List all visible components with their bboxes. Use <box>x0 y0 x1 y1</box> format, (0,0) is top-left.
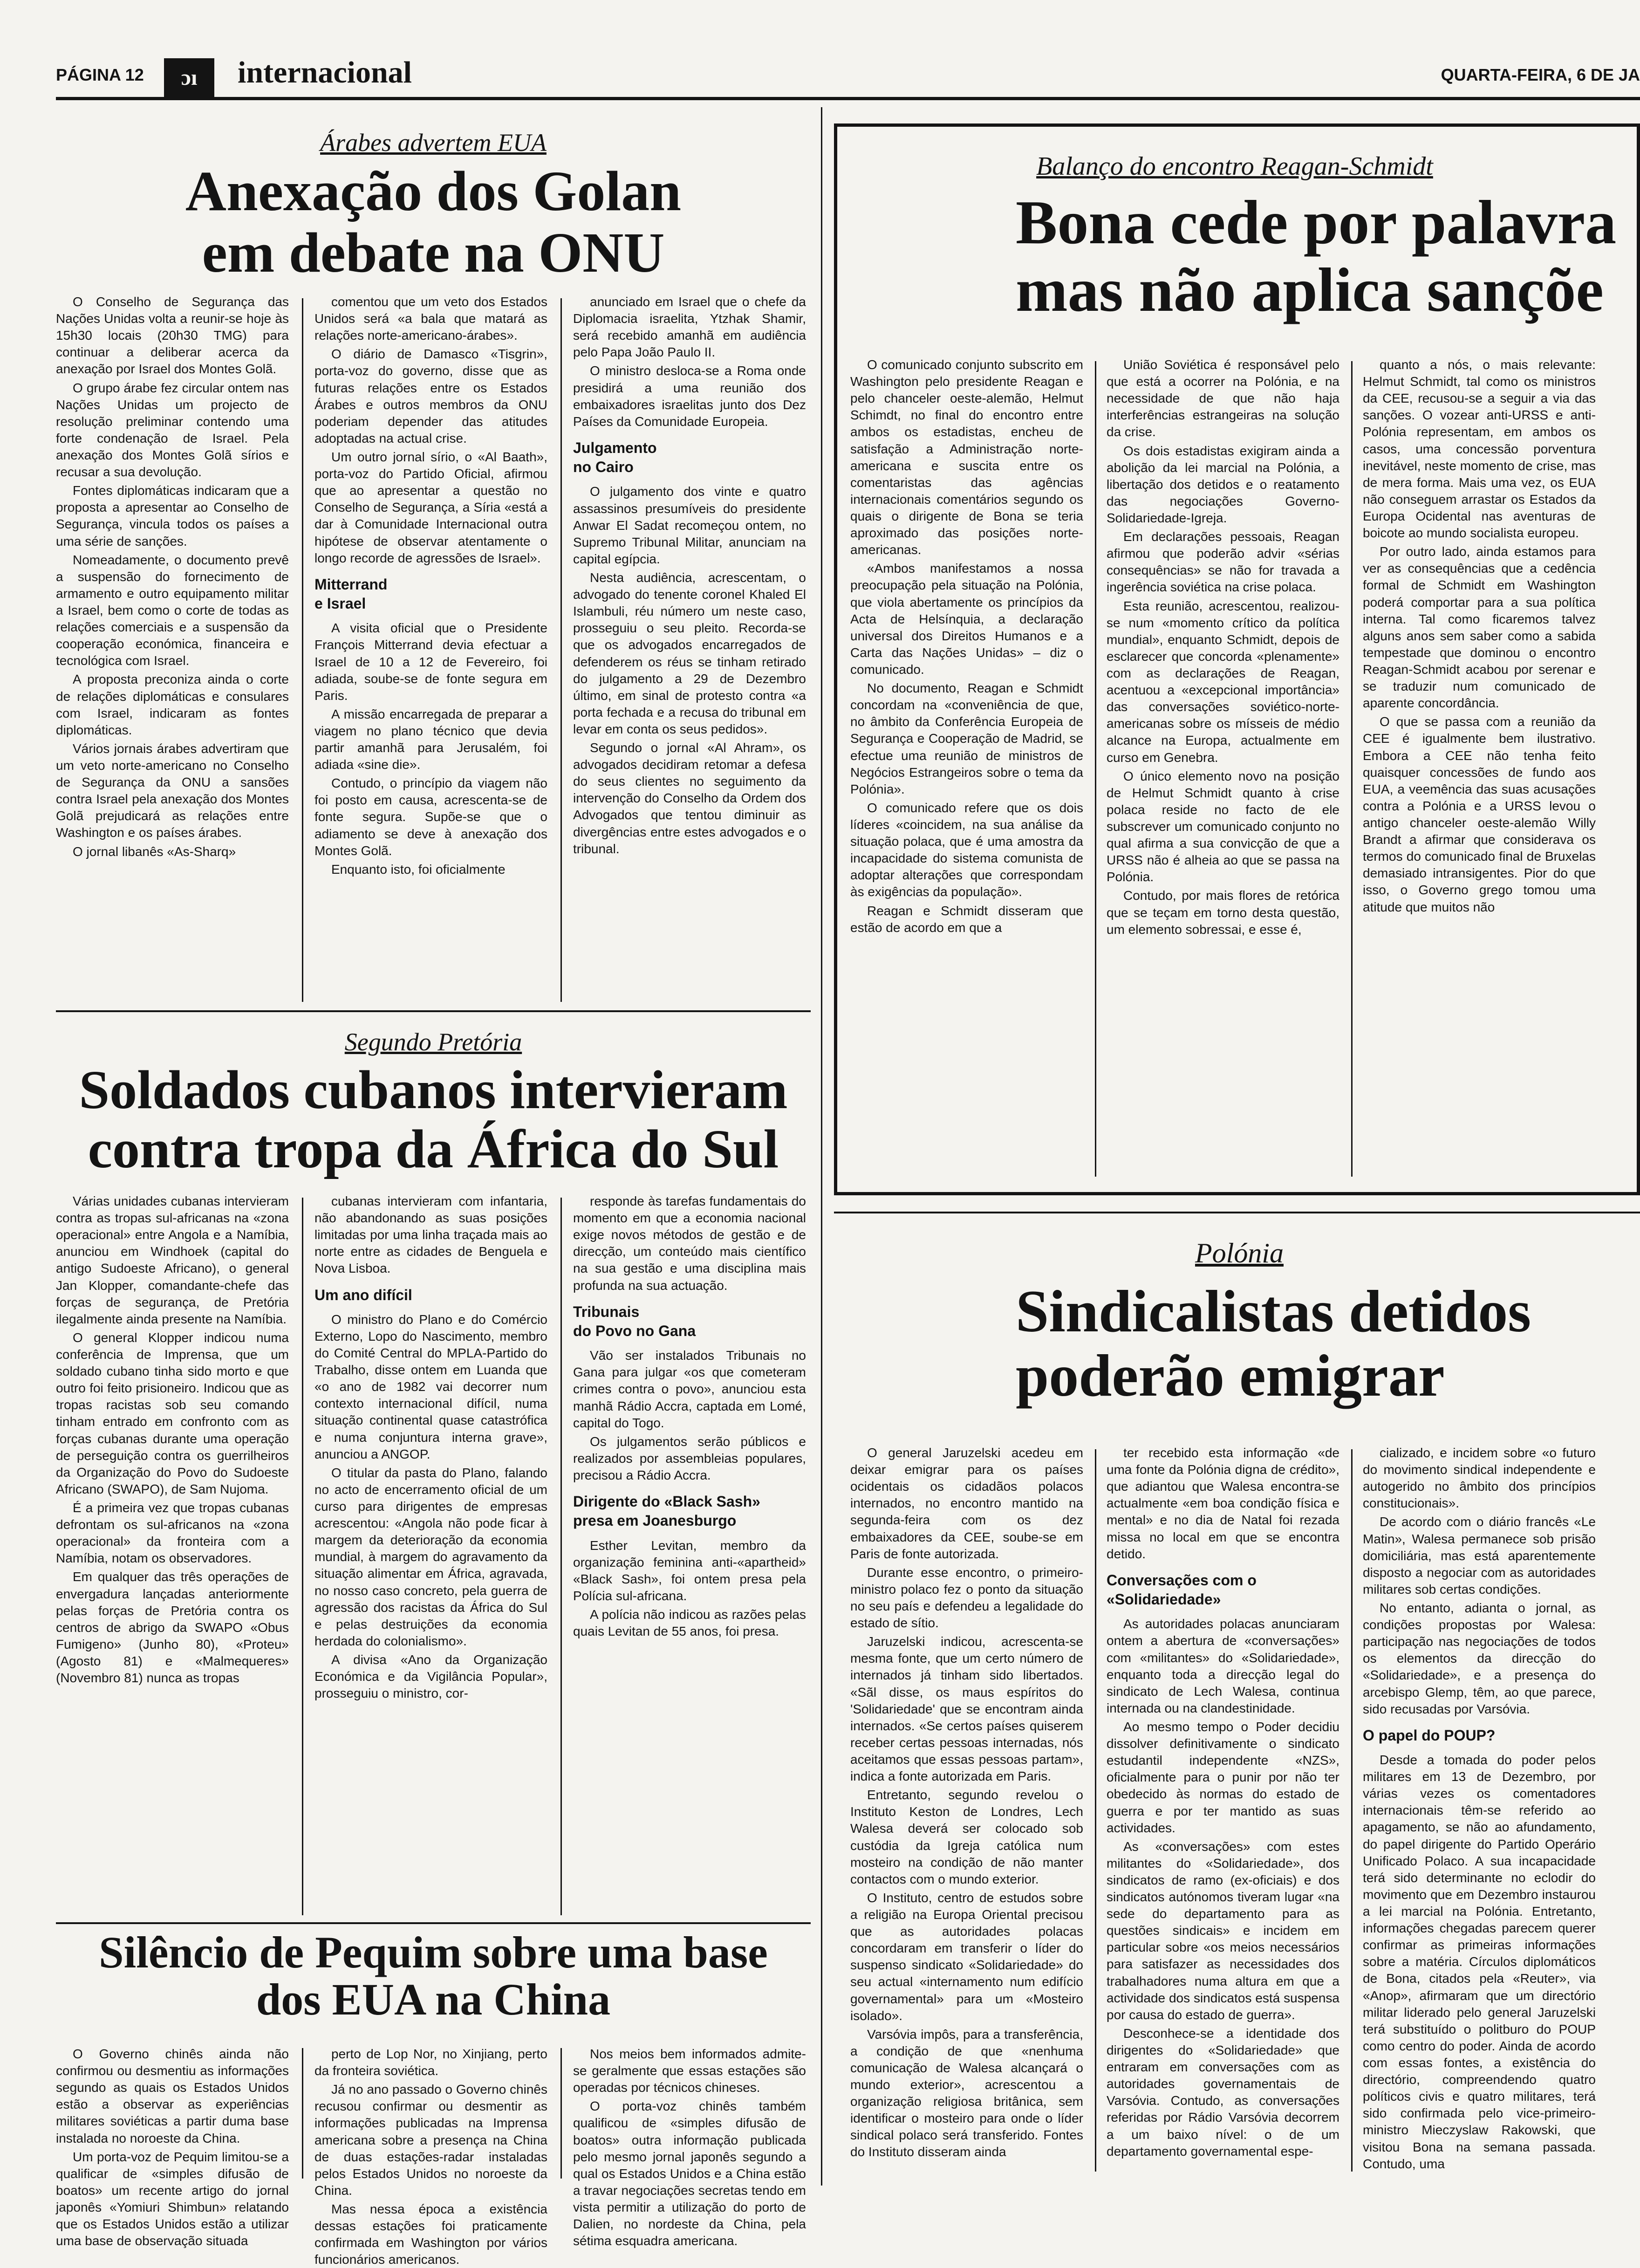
column-rule <box>560 1198 562 1915</box>
paragraph: O jornal libanês «As-Sharq» <box>73 844 236 859</box>
paragraph: De acordo com o diário francês «Le Matin», Walesa permanece sob prisão domiciliária, mas está aparentemente disposto a negociar com as autoridades militares sob certas condições. <box>1363 1514 1596 1597</box>
section-title: internacional <box>238 55 412 89</box>
paragraph: União Soviética é responsável pelo que está a ocorrer na Polónia, e na necessidade de que não haja interferências estrangeiras na solução da crise. <box>1107 357 1339 439</box>
page-number: PÁGINA 12 <box>56 65 144 84</box>
paragraph: Esta reunião, acrescentou, realizou-se num «momento crítico da política mundial», enquanto Schmidt, depois de esclarecer que concorda «plenamente» com as declarações de Reagan, acentuou a «excepcional importância» das conversações soviético-norte-americanas sobre os mísseis de médio alcance na Europa, actualmente em curso em Genebra. <box>1107 598 1339 765</box>
paragraph: Durante esse encontro, o primeiro-ministro polaco fez o ponto da situação no seu país e defendeu a legalidade do estado de sítio. <box>850 1565 1083 1631</box>
paragraph: Já no ano passado o Governo chinês recusou confirmar ou desmentir as informações publicadas na Imprensa americana sobre a presença na China de duas estações-radar instaladas pelos Estados Unidos no noroeste da China. <box>314 2082 547 2198</box>
paragraph: A missão encarregada de preparar a viagem no plano técnico que devia partir amanhã para Jerusalém, foi adiada «sine die». <box>314 706 547 772</box>
subheading: Dirigente do «Black Sash» presa em Joanesburgo <box>573 1493 760 1529</box>
china-column-2 <box>314 2046 547 2267</box>
paragraph: Varsóvia impôs, para a transferência, a condição de que «nenhuma comunicação de Walesa alcançará o mundo exterior», acrescentou a organização religiosa britânica, sem identificar o mosteiro para onde o líder sindical polaco será transferido. Fontes do Instituto disseram ainda <box>850 2027 1083 2159</box>
paragraph: O comunicado conjunto subscrito em Washington pelo presidente Reagan e pelo chanceler oeste-alemão, Helmut Schimdt, no final do encontro entre ambos os estadistas, encheu de satisfação a Administração norte-americana e suscita entre os comentaristas das agências internacionais comentários segundo os quais o dirigente de Bona se teria aproximado das posições norte-americanas. <box>850 357 1083 557</box>
paragraph: A visita oficial que o Presidente François Mitterrand devia efectuar a Israel de 10 a 12 de Fevereiro, foi adiada, soube-se de fonte segura em Paris. <box>314 621 547 703</box>
paragraph: cializado, e incidem sobre «o futuro do movimento sindical independente e autogerido no âmbito dos princípios constitucionais». <box>1363 1446 1596 1511</box>
paragraph: O que se passa com a reunião da CEE é igualmente bem ilustrativo. Embora a CEE não tenha feito quaisquer concessões de fundo aos EUA, a veemência das suas acusações contra a Polónia e a URSS levou o antigo chanceler oeste-alemão Willy Brandt a afirmar que considerava os termos do comunicado final de Bruxelas demasiado intransigentes. Pior do que isso, o Governo grego tomou uma atitude que muitos não <box>1363 714 1596 914</box>
subheading: Um ano difícil <box>314 1286 412 1303</box>
paragraph: Jaruzelski indicou, acrescenta-se mesma fonte, que um certo número de internados já tinham sido libertados. «Sãl disse, os maus espíritos do 'Solidariedade' que se encontram ainda internados. «Se certos países quiserem receber certas pessoas internadas, nós aceitamos que essas pessoas partam», indica a fonte autorizada em Paris. <box>850 1634 1083 1784</box>
paragraph: O único elemento novo na posição de Helmut Schmidt quanto à crise polaca reside no facto de ele subscrever um comunicado conjunto no qual afirma a sua convicção de que a URSS não é alheia ao que se passa na Polónia. <box>1107 768 1339 884</box>
cuba-kicker: Segundo Pretória <box>344 1028 522 1056</box>
paragraph: Desde a tomada do poder pelos militares em 13 de Dezembro, por várias vezes os comentadores internacionais têm-se referido ao apagamento, se não ao afundamento, do papel dirigente do Partido Operário Unificado Polaco. A sua incapacidade terá sido determinante no eclodir do movimento que em Dezembro instaurou a lei marcial na Polónia. Entretanto, informações chegadas parecem querer confirmar as primeiras informações sobre a matéria. Círculos diplomáticos de Bona, citados pela «Reuter», via «Anop», afirmaram que um directório militar liderado pelo general Jaruzelski terá substituído o politburo do POUP como centro do poder. Ainda de acordo com essas fontes, a existência do directório, compreendendo quatro políticos civis e quatro militares, terá sido confirmada pelo vice-primeiro-ministro Mieczyslaw Rakowski, que visitou Bona na semana passada. Contudo, uma <box>1363 1753 1596 2171</box>
paragraph: A divisa «Ano da Organização Económica e da Vigilância Popular», prosseguiu o ministro, cor- <box>314 1652 547 1701</box>
header-rule <box>56 97 1640 100</box>
issue-date: QUARTA-FEIRA, 6 DE JA <box>1441 65 1640 84</box>
paragraph: Um outro jornal sírio, o «Al Baath», porta-voz do Partido Oficial, afirmou que ao apresentar a questão no Conselho de Segurança, a Síria «está a dar à Comunidade Internacional outra hipótese de observar atentamente o longo recorde de agressões de Israel». <box>314 449 547 565</box>
newspaper-logo: ɔı <box>164 58 214 97</box>
subheading: Julgamento no Cairo <box>573 439 657 476</box>
paragraph: Reagan e Schmidt disseram que estão de acordo em que a <box>850 903 1083 935</box>
paragraph: Nos meios bem informados admite-se geralmente que essas estações são operadas por técnicos chineses. <box>573 2047 806 2095</box>
article-separator <box>56 1922 811 1924</box>
paragraph: Enquanto isto, foi oficialmente <box>331 862 506 877</box>
polonia-headline: Sindicalistas detidos poderão emigrar <box>1016 1278 1531 1409</box>
paragraph: responde às tarefas fundamentais do momento em que a economia nacional exige novos métodos de gestão e de direcção, um conteúdo mais científico na sua gestão e uma disciplina mais profunda na sua actuação. <box>573 1194 806 1293</box>
paragraph: Vários jornais árabes advertiram que um veto norte-americano no Conselho de Segurança da ONU a sansões contra Israel pela anexação dos Montes Golã prejudicará as relações entre Washington e os países árabes. <box>56 741 289 840</box>
golan-column-1 <box>56 294 289 1007</box>
reagan-column-3 <box>1363 356 1596 1181</box>
article-separator <box>834 1212 1640 1213</box>
paragraph: As autoridades polacas anunciaram ontem a abertura de «conversações» com «militantes» do «Solidariedade», enquanto toda a direcção legal do sindicato de Lech Walesa, continua internada ou na clandestinidade. <box>1107 1617 1339 1715</box>
column-rule <box>1351 1449 1353 2172</box>
paragraph: Mas nessa época a existência dessas estações foi praticamente confirmada em Washington por vários funcionários americanos. <box>314 2201 547 2267</box>
paragraph: Um porta-voz de Pequim limitou-se a qualificar de «simples difusão de boatos» um recente artigo do jornal japonês «Yomiuri Shimbun» relatando que os Estados Unidos estão a utilizar uma base de observação situada <box>56 2149 289 2248</box>
subheading: O papel do POUP? <box>1363 1727 1496 1744</box>
polonia-column-3 <box>1363 1445 1596 2176</box>
paragraph: Por outro lado, ainda estamos para ver as consequências que a cedência formal de Schmidt em Washington poderá comportar para a sua política interna. Tal como ficaremos talvez alguns anos sem saber como a sabida tempestade que dominou o encontro Reagan-Schmidt acabou por serenar e se traduzir num comunicado de aparente concordância. <box>1363 544 1596 711</box>
paragraph: O ministro desloca-se a Roma onde presidirá a uma reunião dos embaixadores israelitas junto dos Dez Países da Comunidade Europeia. <box>573 363 806 429</box>
paragraph: Desconhece-se a identidade dos dirigentes do «Solidariedade» que entraram em conversações com as autoridades governamentais de Varsóvia. Contudo, as conversações referidas por Rádio Varsóvia decorrem a um baixo nível: o de um departamento governamental espe- <box>1107 2026 1339 2158</box>
cuba-column-2 <box>314 1193 547 1920</box>
golan-column-2 <box>314 294 547 1007</box>
paragraph: A proposta preconiza ainda o corte de relações diplomáticas e consulares com Israel, indicaram as fontes diplomáticas. <box>56 672 289 737</box>
paragraph: «Ambos manifestamos a nossa preocupação pela situação na Polónia, que viola abertamente os princípios da Acta de Helsínquia, a declaração universal dos Direitos Humanos e a Carta das Nações Unidas» – diz o comunicado. <box>850 561 1083 677</box>
paragraph: Em declarações pessoais, Reagan afirmou que poderão advir «sérias consequências» se não for travada a ingerência soviética na crise polaca. <box>1107 529 1339 595</box>
paragraph: O Instituto, centro de estudos sobre a religião na Europa Oriental precisou que as autoridades polacas concordaram em transferir o líder do suspenso sindicato «Solidariedade» do seu actual «internamento num edifício governamental» para um «Mosteiro isolado». <box>850 1890 1083 2023</box>
paragraph: As «conversações» com estes militantes do «Solidariedade», dos sindicatos de ramo (ex-oficiais) e dos sindicatos autónomos tiveram lugar «na sede do departamento para as questões sindicais» e incidem em particular sobre «os meios necessários para satisfazer as necessidades dos trabalhadores numa altura em que a actividade dos sindicatos está suspensa por causa do estado de guerra». <box>1107 1839 1339 2022</box>
polonia-column-2 <box>1107 1445 1339 2176</box>
column-rule <box>1095 1449 1096 2172</box>
paragraph: É a primeira vez que tropas cubanas defrontam os sul-africanos na «zona operacional» da fronteira com a Namíbia, notam os observadores. <box>56 1500 289 1566</box>
paragraph: comentou que um veto dos Estados Unidos será «a bala que matará as relações norte-americano-árabes». <box>314 295 547 343</box>
paragraph: O porta-voz chinês também qualificou de «simples difusão de boatos» outra informação publicada pelo mesmo jornal japonês segundo a qual os Estados Unidos e a China estão a travar negociações secretas tendo em vista permitir a utilização do porto de Dalien, no nordeste da China, pela sétima esquadra americana. <box>573 2099 806 2248</box>
paragraph: Várias unidades cubanas intervieram contra as tropas sul-africanas na «zona operacional» entre Angola e a Namíbia, anunciou em Windhoek (capital do antigo Sudoeste Africano), o general Jan Klopper, comandante-chefe das forças de segurança, de Pretória ilegalmente ainda presente na Namíbia. <box>56 1194 289 1326</box>
column-rule <box>1095 361 1096 1177</box>
article-separator <box>56 1010 811 1012</box>
column-rule <box>302 1198 303 1915</box>
paragraph: Nomeadamente, o documento prevê a suspensão do fornecimento de armamento e outro equipamento militar a Israel, bem como o corte de todas as relações comerciais e a suspensão da cooperação económica, financeira e tecnológica com Israel. <box>56 552 289 668</box>
subheading: Tribunais do Povo no Gana <box>573 1303 696 1339</box>
paragraph: perto de Lop Nor, no Xinjiang, perto da fronteira soviética. <box>314 2047 547 2078</box>
paragraph: No entanto, adianta o jornal, as condições propostas por Walesa: participação nas negociações de todos os elementos da direcção do «Solidariedade», e a presença do arcebispo Glemp, têm, ao que parece, sido recusadas por Varsóvia. <box>1363 1600 1596 1716</box>
subheading: Mitterrand e Israel <box>314 576 388 612</box>
paragraph: O ministro do Plano e do Comércio Externo, Lopo do Nascimento, membro do Comité Central do MPLA-Partido do Trabalho, disse ontem em Luanda que «o ano de 1982 vai decorrer num contexto internacional difícil, numa situação continental quase catastrófica e numa conjuntura interna grave», anunciou a ANGOP. <box>314 1312 547 1461</box>
paragraph: O general Klopper indicou numa conferência de Imprensa, que um soldado cubano tinha sido morto e que outro foi feito prisioneiro. Indicou que as tropas racistas sob seu comando tinham entrado em confronto com as forças cubanas durante uma operação de perseguição contra os guerrilheiros da Organização do Povo do Sudoeste Africano (SWAPO), de Sam Nujoma. <box>56 1330 289 1496</box>
paragraph: quanto a nós, o mais relevante: Helmut Schmidt, tal como os ministros da CEE, recusou-se a seguir a via das sanções. O vozear anti-URSS e anti-Polónia representam, em ambos os casos, uma concessão porventura inevitável, neste momento de crise, mas de mera forma. Mais uma vez, os EUA não conseguem arrastar os Estados da Europa Ocidental nas aventuras de boicote ao mundo socialista europeu. <box>1363 357 1596 541</box>
paragraph: O titular da pasta do Plano, falando no acto de encerramento oficial de um curso para dirigentes de empresas acrescentou: «Angola não pode ficar à margem da deterioração da economia mundial, à margem do agravamento da situação alimentar em África, agravada, no nosso caso concreto, pela guerra de agressão dos racistas da África do Sul e pelas destruições da economia herdada do colonialismo». <box>314 1465 547 1648</box>
reagan-kicker: Balanço do encontro Reagan-Schmidt <box>1036 152 1433 181</box>
paragraph: No documento, Reagan e Schmidt concordam na «conveniência de que, no âmbito da Conferência Europeia de Segurança e Cooperação de Madrid, se efectue uma reunião de ministros de Negócios Estrangeiros sobre o tema da Polónia». <box>850 681 1083 796</box>
cuba-headline: Soldados cubanos intervieram contra tropa da África do Sul <box>79 1059 788 1180</box>
paragraph: O grupo árabe fez circular ontem nas Nações Unidas um projecto de resolução preliminar contendo uma forte condenação de Israel. Pela anexação dos Montes Golã sírios e recusar a sua devolução. <box>56 380 289 480</box>
golan-headline: Anexação dos Golan em debate na ONU <box>185 160 682 284</box>
paragraph: Vão ser instalados Tribunais no Gana para julgar «os que cometeram crimes contra o povo», anunciou esta manhã Rádio Accra, captada em Lomé, capital do Togo. <box>573 1348 806 1430</box>
column-rule <box>560 298 562 1002</box>
polonia-kicker: Polónia <box>1195 1238 1284 1268</box>
paragraph: O Governo chinês ainda não confirmou ou desmentiu as informações segundo as quais os Estados Unidos estão a observar as experiências militares soviéticas a partir duma base instalada no noroeste da China. <box>56 2047 289 2145</box>
paragraph: Contudo, por mais flores de retórica que se teçam em torno desta questão, um elemento sobressai, e esse é, <box>1107 888 1339 937</box>
paragraph: Fontes diplomáticas indicaram que a proposta a apresentar ao Conselho de Segurança, vincula todos os países a uma série de sanções. <box>56 483 289 548</box>
page-divider <box>821 107 822 2186</box>
paragraph: O general Jaruzelski acedeu em deixar emigrar para os países ocidentais os cidadãos polacos internados, no encontro mantido na segunda-feira com os dez embaixadores da CEE, soube-se em Paris de fonte autorizada. <box>850 1446 1083 1561</box>
china-column-1 <box>56 2046 289 2248</box>
china-column-3 <box>573 2046 806 2248</box>
paragraph: Entretanto, segundo revelou o Instituto Keston de Londres, Lech Walesa deverá ser colocado sob custódia da Igreja católica num mosteiro na condição de não manter contactos com o mundo exterior. <box>850 1788 1083 1886</box>
reagan-column-1 <box>850 356 1083 1181</box>
paragraph: Esther Levitan, membro da organização feminina anti-«apartheid» «Black Sash», foi ontem presa pela Polícia sul-africana. <box>573 1538 806 1603</box>
paragraph: Os julgamentos serão públicos e realizados por assembleias populares, precisou a Rádio Accra. <box>573 1434 806 1482</box>
paragraph: Os dois estadistas exigiram ainda a abolição da lei marcial na Polónia, a libertação dos detidos e o reatamento das negociações Governo-Solidariedade-Igreja. <box>1107 443 1339 525</box>
column-rule <box>302 2048 303 2179</box>
subheading: Conversações com o «Solidariedade» <box>1107 1571 1257 1608</box>
paragraph: Ao mesmo tempo o Poder decidiu dissolver definitivamente o sindicato estudantil independente «NZS», oficialmente para o punir por não ter obedecido às normas do estado de guerra e por ter mantido as suas actividades. <box>1107 1719 1339 1835</box>
column-rule <box>560 2048 562 2179</box>
cuba-column-1 <box>56 1193 289 1920</box>
cuba-column-3 <box>573 1193 806 1920</box>
paragraph: ter recebido esta informação «de uma fonte da Polónia digna de crédito», que adiantou que Walesa encontra-se actualmente «em boa condição física e mental» e no dia de Natal foi rezada missa no local em que se encontra detido. <box>1107 1446 1339 1561</box>
reagan-column-2 <box>1107 356 1339 1181</box>
paragraph: O comunicado refere que os dois líderes «coincidem, na sua análise da situação polaca, que é uma amostra da incapacidade do sistema comunista de adoptar alterações que correspondam às exigências da população». <box>850 800 1083 899</box>
paragraph: A polícia não indicou as razões pelas quais Levitan de 55 anos, foi presa. <box>573 1607 806 1639</box>
golan-kicker: Árabes advertem EUA <box>320 129 547 157</box>
paragraph: Contudo, o princípio da viagem não foi posto em causa, acrescenta-se de fonte segura. Supõe-se que o adiamento se deve à anexação dos Montes Golã. <box>314 776 547 858</box>
paragraph: Segundo o jornal «Al Ahram», os advogados decidiram retomar a defesa do seus clientes no seguimento da intervenção do Conselho da Ordem dos Advogados que tentou diminuir as divergências entre estes advogados e o tribunal. <box>573 740 806 856</box>
paragraph: O julgamento dos vinte e quatro assassinos presumíveis do presidente Anwar El Sadat recomeçou ontem, no Supremo Tribunal Militar, anunciam na capital egípcia. <box>573 484 806 566</box>
paragraph: cubanas intervieram com infantaria, não abandonando as suas posições limitadas por uma linha traçada mais ao norte entre as cidades de Benguela e Nova Lisboa. <box>314 1194 547 1276</box>
china-headline: Silêncio de Pequim sobre uma base dos EUA na China <box>99 1927 768 2024</box>
paragraph: anunciado em Israel que o chefe da Diplomacia israelita, Ytzhak Shamir, será recebido amanhã em audiência pelo Papa João Paulo II. <box>573 295 806 360</box>
column-rule <box>302 298 303 1002</box>
paragraph: Em qualquer das três operações de envergadura lançadas anteriormente pelas forças de Pretória contra os centros de abrigo da SWAPO «Obus Fumigeno» (Junho 80), «Proteu» (Agosto 81) e «Malmequeres» (Novembro 81) nunca as tropas <box>56 1569 289 1686</box>
paragraph: Nesta audiência, acrescentam, o advogado do tenente coronel Khaled El Islambuli, réu número um neste caso, prosseguiu o seu pleito. Recorda-se que os advogados encarregados de defenderem os réus se tinham retirado do julgamento a 29 de Dezembro último, em sinal de protesto contra «a porta fechada e a recusa do tribunal em levar em conta os seus pedidos». <box>573 570 806 736</box>
polonia-column-1 <box>850 1445 1083 2176</box>
reagan-headline: Bona cede por palavra mas não aplica sançõe <box>1016 188 1617 324</box>
paragraph: O Conselho de Segurança das Nações Unidas volta a reunir-se hoje às 15h30 locais (20h30 TMG) para continuar a deliberar acerca da anexação por Israel dos Montes Golã. <box>56 295 289 377</box>
golan-column-3 <box>573 294 806 1007</box>
column-rule <box>1351 361 1353 1177</box>
paragraph: O diário de Damasco «Tisgrin», porta-voz do governo, disse que as futuras relações entre os Estados Árabes e outros membros da ONU poderiam depender das atitudes adoptadas na actual crise. <box>314 347 547 445</box>
